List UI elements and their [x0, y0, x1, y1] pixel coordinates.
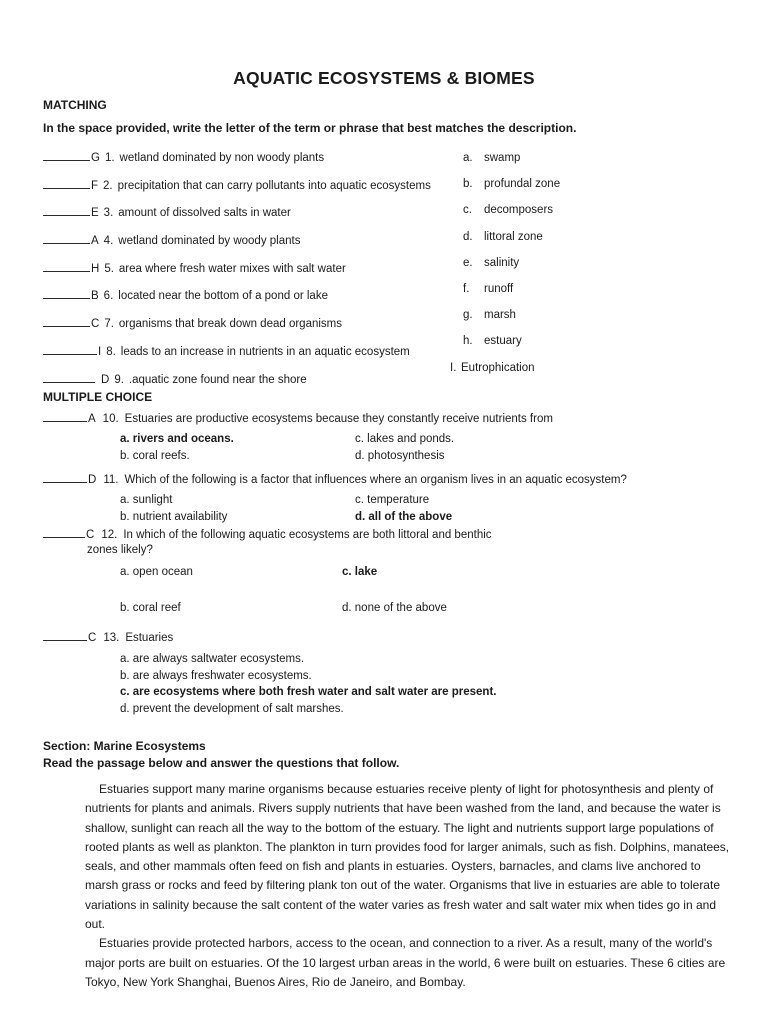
item-text: wetland dominated by non woody plants — [119, 152, 325, 164]
answer-blank — [43, 471, 87, 483]
matching-heading: MATCHING — [43, 98, 107, 112]
question-10 — [43, 410, 733, 463]
question-number: 13. — [103, 632, 120, 644]
item-number: 2. — [103, 179, 113, 192]
question-number: 11. — [103, 474, 119, 486]
answer-blank — [43, 526, 85, 538]
answer-letter: I — [98, 345, 102, 358]
answer-blank — [43, 410, 87, 422]
term-letter: b. — [463, 178, 473, 191]
matching-item-9 — [43, 371, 463, 387]
item-number: 9. — [114, 373, 124, 386]
matching-section — [43, 149, 743, 398]
term-letter: e. — [463, 256, 473, 269]
item-number: 1. — [104, 152, 115, 164]
question-12 — [43, 526, 733, 615]
item-number: 8. — [106, 345, 116, 358]
page-title: AQUATIC ECOSYSTEMS & BIOMES — [233, 68, 535, 88]
answer-blank — [43, 371, 95, 383]
term-letter: f. — [463, 282, 470, 295]
term-g — [463, 308, 743, 322]
term-c — [463, 203, 743, 217]
answer-blank — [43, 315, 90, 327]
question-text: Estuaries are productive ecosystems because they constantly receive nutrients from — [124, 413, 553, 425]
multiple-choice-heading: MULTIPLE CHOICE — [43, 390, 153, 404]
answer-letter: D — [88, 474, 97, 486]
option-d: d. prevent the development of salt marshes. — [120, 702, 344, 715]
term-text: littoral zone — [484, 230, 543, 243]
term-text: marsh — [484, 309, 516, 322]
option-d: d. none of the above — [342, 602, 447, 614]
question-text: Estuaries — [125, 632, 174, 644]
term-letter: c. — [463, 204, 472, 217]
item-text: wetland dominated by woody plants — [118, 235, 301, 248]
matching-items-list — [43, 149, 463, 398]
item-text: amount of dissolved salts in water — [118, 207, 291, 220]
option-c: c. lakes and ponds. — [355, 433, 455, 445]
term-d — [463, 230, 743, 244]
question-text: In which of the following aquatic ecosystems are both littoral and benthic — [123, 529, 492, 541]
passage-paragraph-2: Estuaries provide protected harbors, access to the ocean, and connection to a river. As a result, many of the world's major ports are built on estuaries. Of the 10 largest urban areas in the world, 6 were built on estuaries. These 6 cities are Tokyo, New York Shanghai, Buenos Aires, Rio de Janeiro, and Bombay. — [85, 936, 726, 989]
term-letter: g. — [463, 309, 473, 322]
answer-letter: H — [91, 262, 100, 275]
answer-letter: C — [91, 318, 100, 331]
answer-letter: D — [101, 373, 110, 386]
question-number: 10. — [102, 413, 119, 425]
option-c: c. are ecosystems where both fresh water and salt water are present. — [120, 686, 497, 699]
option-a: a. sunlight — [120, 494, 173, 506]
option-a: a. are always saltwater ecosystems. — [120, 653, 305, 665]
answer-letter: F — [91, 179, 99, 192]
option-d: d. all of the above — [355, 510, 453, 523]
question-text: Which of the following is a factor that influences where an organism lives in an aquatic ecosystem? — [124, 474, 627, 486]
question-line — [43, 526, 733, 542]
option-b: b. nutrient availability — [120, 510, 228, 523]
question-11 — [43, 471, 733, 524]
question-13 — [43, 629, 733, 718]
term-text: salinity — [484, 256, 520, 269]
section-heading: Section: Marine Ecosystems — [43, 739, 206, 753]
answer-blank — [43, 149, 90, 161]
term-e — [463, 256, 743, 270]
term-text: decomposers — [484, 204, 554, 217]
item-number: 7. — [104, 318, 114, 331]
item-number: 4. — [103, 235, 114, 248]
answer-blank — [43, 204, 90, 216]
matching-instruction: In the space provided, write the letter of the term or phrase that best matches the description. — [43, 121, 577, 135]
matching-item-1 — [43, 149, 463, 165]
item-text: area where fresh water mixes with salt water — [118, 262, 346, 275]
reading-passage — [85, 780, 737, 992]
item-number: 5. — [104, 262, 114, 275]
question-line — [43, 471, 733, 487]
term-letter: I. — [450, 361, 457, 374]
item-text: leads to an increase in nutrients in an aquatic ecosystem — [120, 345, 410, 358]
term-text: Eutrophication — [461, 361, 535, 374]
term-letter: h. — [463, 335, 473, 348]
item-number: 6. — [103, 290, 114, 303]
options — [120, 652, 733, 716]
passage-paragraph-1: Estuaries support many marine organisms because estuaries receive plenty of light for photosynthesis and plenty of nutrients for plants and animals. Rivers supply nutrients that have been washed from the land, and because the water is shallow, sunlight can reach all the way to the bottom of the estuary. The light and nutrients support large populations of rooted plants as well as plankton. The plankton in turn provides food for larger animals, such as fish. Dolphins, manatees, seals, and other mammals often feed on fish and plants in estuaries. Oysters, barnacles, and clams live anchored to marsh grass or rocks and feed by filtering plank ton out of the water. Organisms that live in estuaries are able to tolerate variations in salinity because the salt content of the water varies as fresh water and salt water mix when tides go in and out. — [85, 782, 730, 932]
question-line — [43, 410, 733, 426]
term-text: swamp — [484, 152, 521, 164]
matching-item-5 — [43, 260, 463, 276]
answer-blank — [43, 343, 97, 355]
answer-letter: G — [91, 152, 100, 164]
option-a: a. rivers and oceans. — [120, 433, 234, 445]
options — [120, 432, 733, 463]
term-letter: d. — [463, 230, 473, 243]
term-letter: a. — [463, 152, 473, 164]
answer-blank — [43, 177, 90, 189]
answer-letter: C — [86, 529, 95, 541]
option-d: d. photosynthesis — [355, 449, 445, 462]
answer-letter: A — [88, 413, 96, 425]
option-b: b. coral reef — [120, 602, 181, 614]
option-b: b. are always freshwater ecosystems. — [120, 669, 312, 682]
question-text-line2: zones likely? — [87, 544, 153, 556]
term-text: runoff — [484, 282, 514, 295]
answer-letter: A — [91, 235, 99, 248]
answer-letter: B — [91, 290, 99, 303]
reading-instruction: Read the passage below and answer the questions that follow. — [43, 756, 400, 770]
option-c: c. temperature — [355, 494, 430, 506]
question-number: 12. — [101, 529, 118, 541]
term-text: profundal zone — [484, 178, 561, 191]
answer-blank — [43, 287, 90, 299]
answer-blank — [43, 260, 90, 272]
term-a — [463, 151, 743, 165]
matching-item-3 — [43, 204, 463, 220]
option-a: a. open ocean — [120, 566, 193, 578]
item-number: 3. — [103, 207, 114, 220]
item-text: .aquatic zone found near the shore — [128, 373, 307, 386]
matching-item-8 — [43, 343, 463, 359]
term-i — [450, 361, 743, 375]
term-f — [463, 282, 743, 296]
item-text: located near the bottom of a pond or lake — [118, 290, 328, 303]
option-c: c. lake — [342, 566, 378, 578]
term-text: estuary — [484, 335, 522, 348]
item-text: organisms that break down dead organisms — [118, 318, 342, 331]
matching-item-6 — [43, 287, 463, 303]
answer-blank — [43, 232, 90, 244]
matching-item-7 — [43, 315, 463, 331]
answer-letter: C — [88, 632, 97, 644]
matching-item-2 — [43, 177, 463, 193]
question-line — [43, 629, 733, 645]
answer-letter: E — [91, 207, 99, 220]
term-b — [463, 177, 743, 191]
matching-terms-list — [450, 149, 743, 398]
item-text: precipitation that can carry pollutants into aquatic ecosystems — [117, 179, 431, 192]
term-h — [463, 334, 743, 348]
options — [120, 565, 733, 615]
matching-item-4 — [43, 232, 463, 248]
option-b: b. coral reefs. — [120, 449, 190, 462]
answer-blank — [43, 629, 87, 641]
options — [120, 493, 733, 524]
